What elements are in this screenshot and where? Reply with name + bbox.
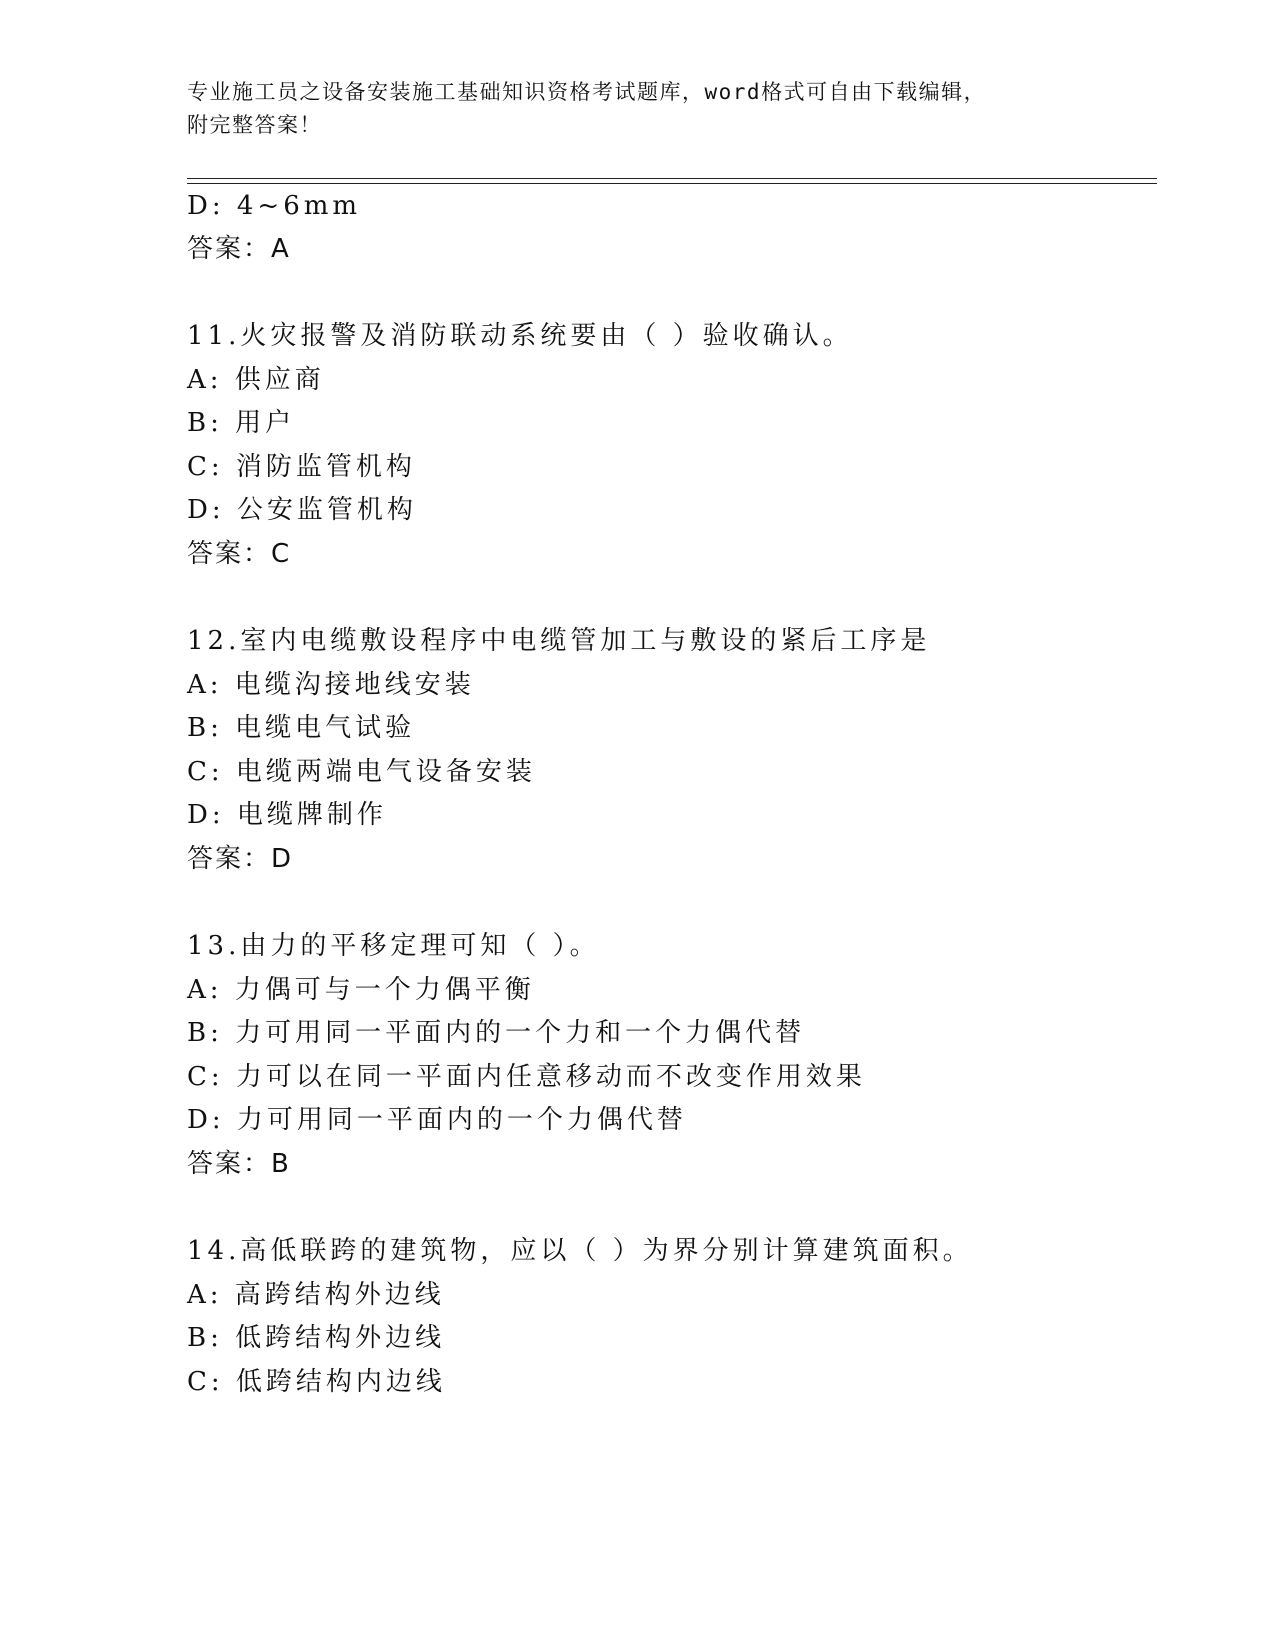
- option-q11-b: B: 用户: [187, 408, 296, 438]
- answer-q12: 答案：D: [187, 844, 294, 874]
- option-q14-a: A: 高跨结构外边线: [187, 1280, 445, 1310]
- question-12: 12.室内电缆敷设程序中电缆管加工与敷设的紧后工序是: [187, 626, 931, 656]
- header-divider-top: [187, 178, 1157, 179]
- option-q10-d: D: 4~6mm: [187, 191, 362, 221]
- option-q13-c: C: 力可以在同一平面内任意移动而不改变作用效果: [187, 1062, 866, 1092]
- option-q11-a: A: 供应商: [187, 365, 325, 395]
- option-q13-d: D: 力可用同一平面内的一个力偶代替: [187, 1105, 687, 1135]
- question-11: 11.火灾报警及消防联动系统要由（ ）验收确认。: [187, 321, 853, 351]
- header-line-2: 附完整答案！: [187, 113, 322, 137]
- option-q12-a: A: 电缆沟接地线安装: [187, 670, 475, 700]
- option-q14-b: B: 低跨结构外边线: [187, 1323, 446, 1353]
- option-q13-a: A: 力偶可与一个力偶平衡: [187, 975, 535, 1005]
- question-13: 13.由力的平移定理可知（ ）。: [187, 931, 600, 961]
- document-header: [187, 76, 1087, 142]
- answer-q11: 答案：C: [187, 539, 292, 569]
- option-q11-c: C: 消防监管机构: [187, 452, 416, 482]
- header-divider-bottom: [187, 183, 1157, 184]
- option-q12-b: B: 电缆电气试验: [187, 713, 416, 743]
- answer-q13: 答案：B: [187, 1149, 291, 1179]
- answer-q10: 答案：A: [187, 234, 291, 264]
- header-line-1: 专业施工员之设备安装施工基础知识资格考试题库，word格式可自由下载编辑，: [187, 80, 987, 104]
- option-q13-b: B: 力可用同一平面内的一个力和一个力偶代替: [187, 1018, 806, 1048]
- option-q14-c: C: 低跨结构内边线: [187, 1367, 446, 1397]
- option-q12-d: D: 电缆牌制作: [187, 800, 387, 830]
- option-q12-c: C: 电缆两端电气设备安装: [187, 757, 536, 787]
- option-q11-d: D: 公安监管机构: [187, 495, 417, 525]
- question-14: 14.高低联跨的建筑物，应以（ ）为界分别计算建筑面积。: [187, 1236, 973, 1266]
